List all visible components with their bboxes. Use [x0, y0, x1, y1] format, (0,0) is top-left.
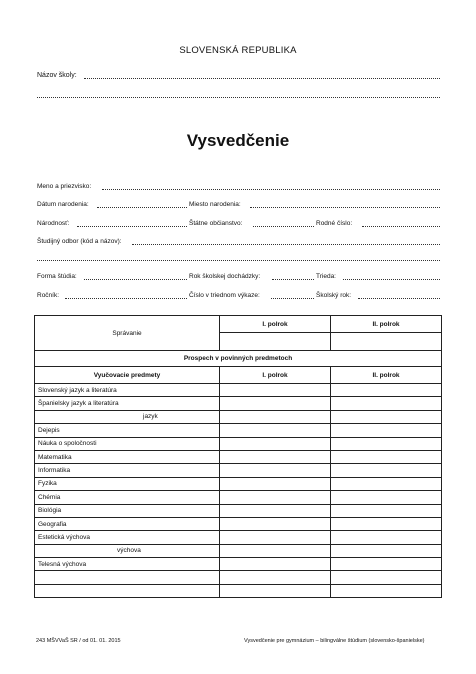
- birth-date-field[interactable]: [97, 207, 187, 208]
- subject-name: Náuka o spoločnosti: [35, 437, 220, 450]
- subject-row: [35, 491, 442, 504]
- sem1-grade-cell[interactable]: [220, 558, 331, 571]
- attendance-year-label: Rok školskej dochádzky:: [189, 273, 261, 280]
- school-year-label: Školský rok:: [316, 292, 352, 299]
- subject-row: [35, 544, 442, 557]
- sem1-grade-cell[interactable]: [220, 450, 331, 463]
- class-field[interactable]: [343, 279, 440, 280]
- form-code: 243 MŠVVaŠ SR / od 01. 01. 2015: [36, 638, 121, 644]
- subject-name: Telesná výchova: [35, 558, 220, 571]
- subjects-sem1-header: I. polrok: [220, 367, 331, 384]
- study-form-label: Forma štúdia:: [37, 273, 77, 280]
- sem1-grade-cell[interactable]: [220, 464, 331, 477]
- subjects-sem2-header: II. polrok: [331, 367, 442, 384]
- nationality-label: Národnosť:: [37, 220, 70, 227]
- document-title: Vysvedčenie: [186, 131, 290, 150]
- birth-number-field[interactable]: [362, 226, 440, 227]
- sem2-grade-cell[interactable]: [331, 584, 442, 597]
- subject-name: Estetická výchova: [35, 531, 220, 544]
- sem2-grade-cell[interactable]: [331, 424, 442, 437]
- subject-name[interactable]: [35, 584, 220, 597]
- sem2-grade-cell[interactable]: [331, 517, 442, 530]
- sem2-grade-cell[interactable]: [331, 397, 442, 410]
- subjects-header-row: [35, 367, 442, 384]
- subject-row: [35, 384, 442, 397]
- sem2-grade-cell[interactable]: [331, 491, 442, 504]
- subject-name: Informatika: [35, 464, 220, 477]
- study-form-field[interactable]: [84, 279, 187, 280]
- sem2-grade-cell[interactable]: [331, 410, 442, 423]
- subject-row: [35, 397, 442, 410]
- subject-row: [35, 424, 442, 437]
- grades-table: [34, 315, 442, 598]
- sem1-grade-cell[interactable]: [220, 437, 331, 450]
- behaviour-sem1-header: I. polrok: [220, 316, 331, 333]
- study-field-label: Študijný odbor (kód a názov):: [37, 238, 122, 245]
- birth-number-label: Rodné číslo:: [316, 220, 353, 227]
- behaviour-header-row: [35, 316, 442, 333]
- birth-date-label: Dátum narodenia:: [37, 201, 89, 208]
- subjects-header: Vyučovacie predmety: [35, 367, 220, 384]
- subject-row: [35, 584, 442, 597]
- school-name-label: Názov školy:: [37, 72, 77, 79]
- sem1-grade-cell[interactable]: [220, 410, 331, 423]
- sem1-grade-cell[interactable]: [220, 504, 331, 517]
- behaviour-sem2-cell[interactable]: [331, 333, 442, 351]
- sem2-grade-cell[interactable]: [331, 504, 442, 517]
- subject-name: jazyk: [35, 410, 220, 423]
- subject-name: Matematika: [35, 450, 220, 463]
- subject-row: [35, 517, 442, 530]
- subject-row: [35, 558, 442, 571]
- school-year-field[interactable]: [358, 298, 440, 299]
- study-field-field[interactable]: [132, 244, 440, 245]
- subject-name: Biológia: [35, 504, 220, 517]
- sem1-grade-cell[interactable]: [220, 491, 331, 504]
- register-number-field[interactable]: [271, 298, 314, 299]
- sem2-grade-cell[interactable]: [331, 558, 442, 571]
- subject-name: Dejepis: [35, 424, 220, 437]
- name-field[interactable]: [102, 189, 440, 190]
- subject-row: [35, 450, 442, 463]
- study-field-field-line2[interactable]: [37, 260, 440, 261]
- sem1-grade-cell[interactable]: [220, 397, 331, 410]
- subject-name: Chémia: [35, 491, 220, 504]
- attendance-year-field[interactable]: [272, 279, 314, 280]
- sem1-grade-cell[interactable]: [220, 517, 331, 530]
- sem1-grade-cell[interactable]: [220, 384, 331, 397]
- sem1-grade-cell[interactable]: [220, 531, 331, 544]
- subject-row: [35, 531, 442, 544]
- form-description: Vysvedčenie pre gymnázium – bilingválne štúdium (slovensko-španielske): [244, 638, 425, 644]
- register-number-label: Číslo v triednom výkaze:: [189, 292, 260, 299]
- sem2-grade-cell[interactable]: [331, 464, 442, 477]
- sem1-grade-cell[interactable]: [220, 424, 331, 437]
- school-name-field[interactable]: [84, 78, 440, 79]
- nationality-field[interactable]: [77, 226, 187, 227]
- grade-field[interactable]: [65, 298, 187, 299]
- sem2-grade-cell[interactable]: [331, 544, 442, 557]
- subject-name: Španielsky jazyk a literatúra: [35, 397, 220, 410]
- subject-row: [35, 464, 442, 477]
- subject-row: [35, 477, 442, 490]
- sem1-grade-cell[interactable]: [220, 584, 331, 597]
- country-heading: SLOVENSKÁ REPUBLIKA: [179, 45, 297, 56]
- sem2-grade-cell[interactable]: [331, 384, 442, 397]
- sem1-grade-cell[interactable]: [220, 544, 331, 557]
- subject-row: [35, 504, 442, 517]
- subject-name: Geografia: [35, 517, 220, 530]
- behaviour-label: Správanie: [35, 316, 220, 351]
- behaviour-sem1-cell[interactable]: [220, 333, 331, 351]
- sem1-grade-cell[interactable]: [220, 477, 331, 490]
- birth-place-field[interactable]: [250, 207, 440, 208]
- citizenship-field[interactable]: [253, 226, 314, 227]
- birth-place-label: Miesto narodenia:: [189, 201, 241, 208]
- sem2-grade-cell[interactable]: [331, 437, 442, 450]
- section-heading: Prospech v povinných predmetoch: [35, 351, 442, 367]
- sem1-grade-cell[interactable]: [220, 571, 331, 584]
- subject-row: [35, 437, 442, 450]
- school-name-field-line2[interactable]: [37, 97, 440, 98]
- class-label: Trieda:: [316, 273, 336, 280]
- subject-name: Fyzika: [35, 477, 220, 490]
- subject-row: [35, 571, 442, 584]
- subject-row: [35, 410, 442, 423]
- subject-name: výchova: [35, 544, 220, 557]
- sem2-grade-cell[interactable]: [331, 571, 442, 584]
- sem2-grade-cell[interactable]: [331, 531, 442, 544]
- subject-name[interactable]: [35, 571, 220, 584]
- subject-name: Slovenský jazyk a literatúra: [35, 384, 220, 397]
- sem2-grade-cell[interactable]: [331, 477, 442, 490]
- name-label: Meno a priezvisko:: [37, 183, 92, 190]
- sem2-grade-cell[interactable]: [331, 450, 442, 463]
- grade-label: Ročník:: [37, 292, 60, 299]
- citizenship-label: Štátne občianstvo:: [189, 220, 243, 227]
- section-row: [35, 351, 442, 367]
- behaviour-sem2-header: II. polrok: [331, 316, 442, 333]
